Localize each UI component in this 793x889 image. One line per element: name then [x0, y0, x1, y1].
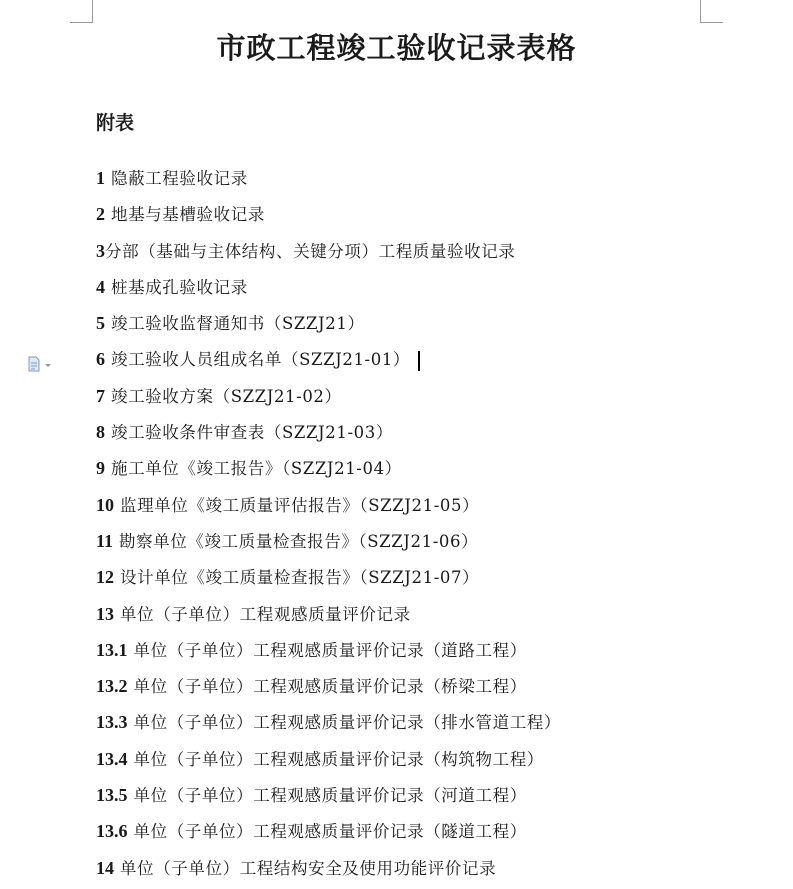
item-number: 4 — [96, 276, 105, 297]
page-corner-mark-left — [70, 0, 93, 23]
item-text: 单位（子单位）工程观感质量评价记录（桥梁工程） — [133, 677, 527, 697]
item-number: 6 — [96, 349, 105, 370]
list-item — [96, 707, 561, 743]
list-item — [96, 163, 561, 199]
item-number: 14 — [96, 857, 114, 878]
item-number: 13.1 — [96, 639, 128, 660]
item-number: 13.6 — [96, 821, 128, 842]
item-text: 竣工验收条件审查表（SZZJ21-03） — [111, 423, 393, 443]
item-text: 竣工验收监督通知书（SZZJ21） — [111, 314, 365, 334]
item-number: 2 — [96, 204, 105, 225]
list-item — [96, 417, 561, 453]
item-text: 单位（子单位）工程观感质量评价记录（道路工程） — [133, 640, 527, 660]
item-number: 13.2 — [96, 676, 128, 697]
list-item — [96, 780, 561, 816]
list-item — [96, 671, 561, 707]
list-item — [96, 562, 561, 598]
list-item — [96, 816, 561, 852]
list-item — [96, 490, 561, 526]
list-item — [96, 635, 561, 671]
item-text: 桩基成孔验收记录 — [111, 277, 248, 297]
item-number: 5 — [96, 313, 105, 334]
paragraph-layout-icon[interactable] — [27, 356, 55, 372]
item-text: 施工单位《竣工报告》（SZZJ21-04） — [111, 459, 402, 479]
list-item — [96, 308, 561, 344]
item-text: 勘察单位《竣工质量检查报告》（SZZJ21-06） — [119, 531, 479, 551]
item-number: 13.5 — [96, 785, 128, 806]
list-item — [96, 453, 561, 489]
document-title: 市政工程竣工验收记录表格 — [216, 31, 577, 65]
list-item — [96, 853, 561, 889]
item-text: 隐蔽工程验收记录 — [111, 169, 248, 188]
list-item — [96, 199, 561, 235]
text-cursor — [418, 351, 420, 371]
item-text: 单位（子单位）工程结构安全及使用功能评价记录 — [120, 858, 497, 878]
item-number: 1 — [96, 168, 105, 188]
item-text: 单位（子单位）工程观感质量评价记录（隧道工程） — [133, 822, 527, 842]
page-corner-mark-right — [700, 0, 723, 23]
appendix-heading: 附表 — [96, 112, 135, 134]
list-item — [96, 381, 561, 417]
item-number: 13 — [96, 603, 114, 624]
item-text: 分部（基础与主体结构、关键分项）工程质量验收记录 — [105, 241, 516, 261]
item-text: 地基与基槽验收记录 — [111, 205, 265, 225]
appendix-list — [96, 163, 561, 889]
item-number: 11 — [96, 530, 114, 551]
item-text: 单位（子单位）工程观感质量评价记录（构筑物工程） — [133, 749, 544, 769]
item-text: 设计单位《竣工质量检查报告》（SZZJ21-07） — [120, 568, 480, 588]
item-number: 3 — [96, 240, 105, 261]
item-number: 13.4 — [96, 748, 128, 769]
item-number: 13.3 — [96, 712, 128, 733]
list-item — [96, 236, 561, 272]
item-number: 12 — [96, 567, 114, 588]
list-item — [96, 599, 561, 635]
item-text: 单位（子单位）工程观感质量评价记录（排水管道工程） — [133, 713, 561, 733]
list-item — [96, 744, 561, 780]
item-text: 单位（子单位）工程观感质量评价记录（河道工程） — [133, 786, 527, 806]
item-number: 10 — [96, 494, 114, 515]
item-text: 单位（子单位）工程观感质量评价记录 — [120, 604, 411, 624]
list-item — [96, 526, 561, 562]
list-item — [96, 344, 561, 380]
item-text: 竣工验收人员组成名单（SZZJ21-01） — [111, 350, 411, 370]
list-item — [96, 272, 561, 308]
item-number: 8 — [96, 422, 105, 443]
item-text: 监理单位《竣工质量评估报告》（SZZJ21-05） — [120, 495, 480, 515]
item-text: 竣工验收方案（SZZJ21-02） — [111, 386, 342, 406]
item-number: 9 — [96, 458, 105, 479]
item-number: 7 — [96, 385, 105, 406]
